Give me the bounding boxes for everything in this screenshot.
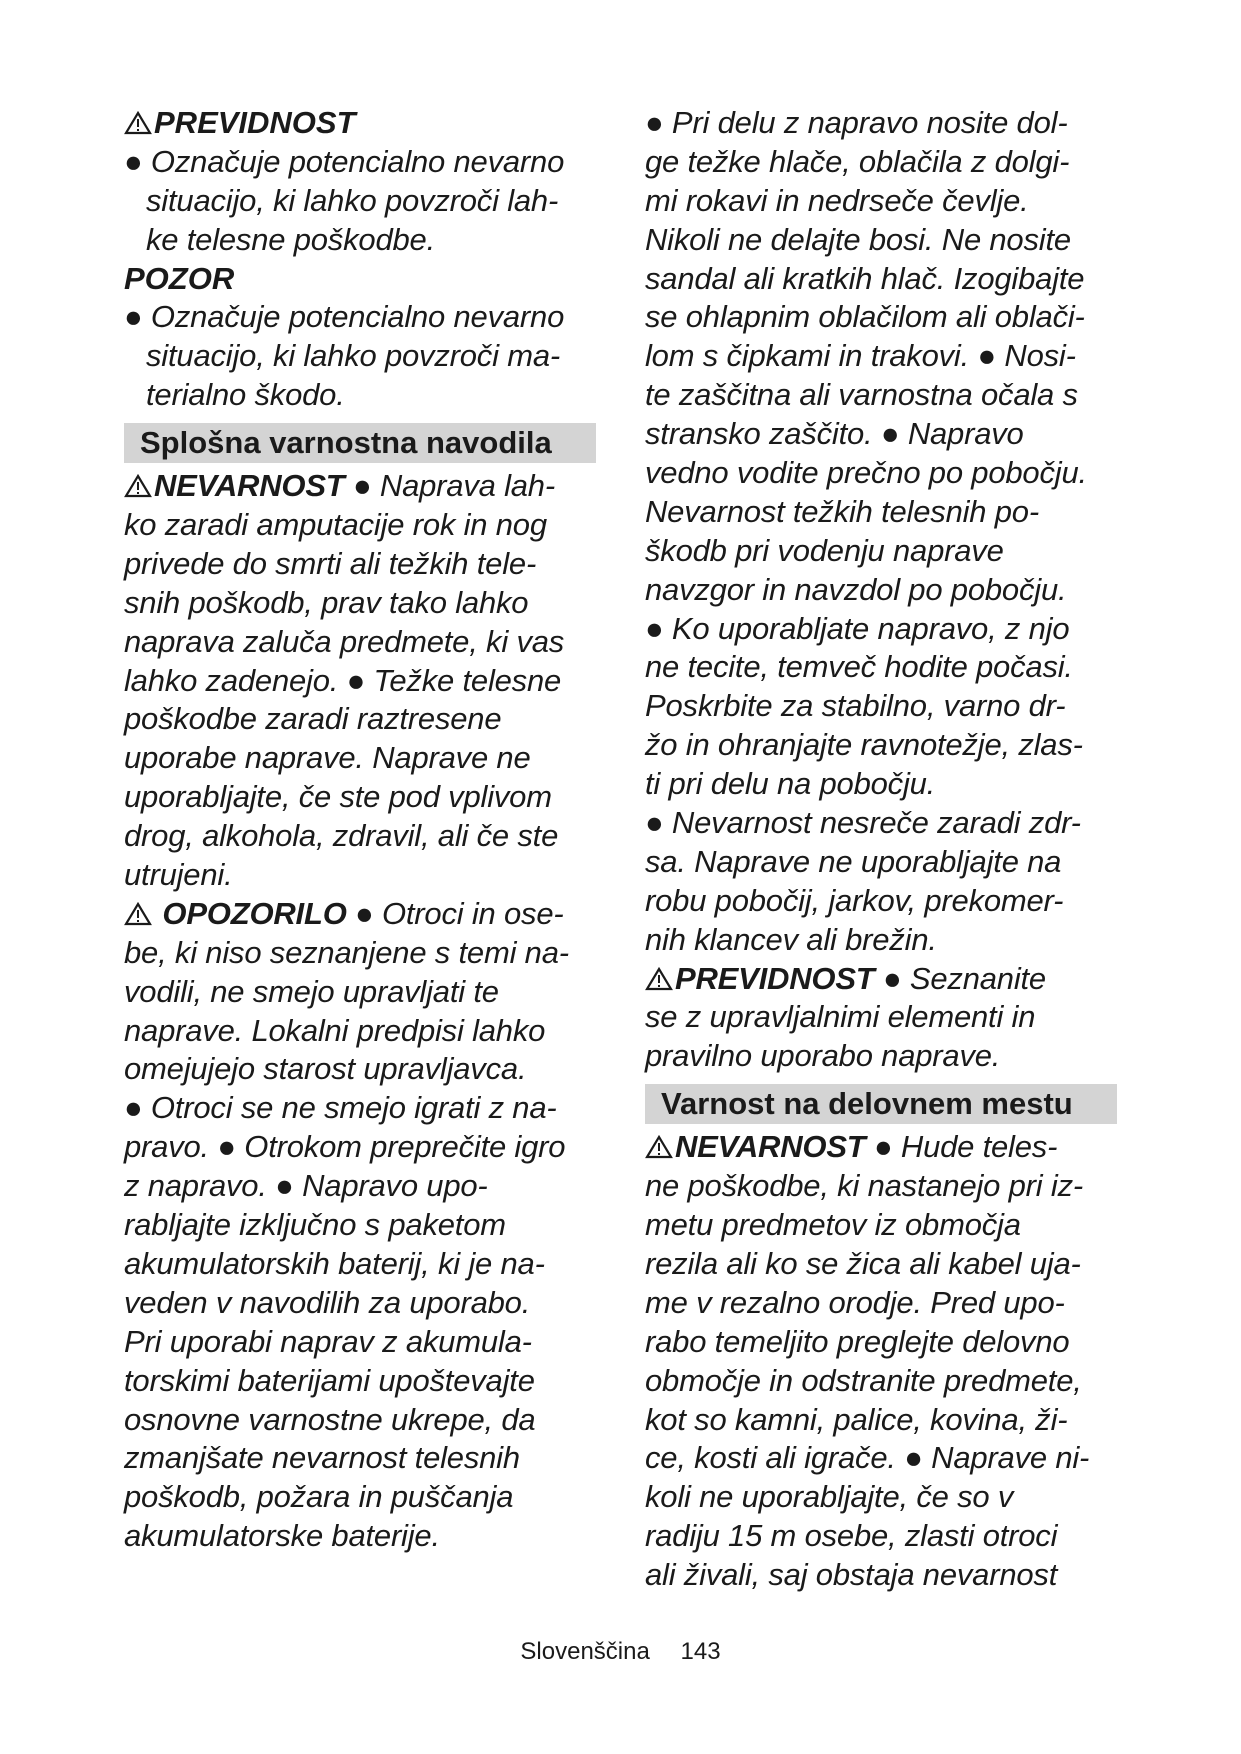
text-line: zmanjšate nevarnost telesnih	[124, 1440, 520, 1476]
text-line: te zaščitna ali varnostna očala s	[645, 377, 1078, 413]
text-line: torskimi baterijami upoštevajte	[124, 1362, 535, 1398]
text-line: be, ki niso seznanjene s temi na-	[124, 934, 569, 970]
text-line: privede do smrti ali težkih tele-	[124, 545, 537, 581]
text-line: ge težke hlače, oblačila z dolgi-	[645, 143, 1070, 179]
text-line: snih poškodb, prav tako lahko	[124, 584, 529, 620]
text-line: sandal ali kratkih hlač. Izogibajte	[645, 260, 1085, 296]
text-line: lom s čipkami in trakovi. ● Nosi-	[645, 338, 1076, 374]
text-line: mi rokavi in nedrseče čevlje.	[645, 182, 1029, 218]
text-line: akumulatorskih baterij, ki je na-	[124, 1245, 545, 1281]
text-line: vedno vodite prečno po pobočju.	[645, 455, 1087, 491]
text-line: žo in ohranjajte ravnotežje, zlas-	[645, 727, 1083, 763]
danger-label: NEVARNOST	[675, 1129, 866, 1165]
caution-line: ke telesne poškodbe.	[146, 221, 435, 257]
danger-label: NEVARNOST	[154, 468, 345, 504]
warning-paragraph-start: OPOZORILO ● Otroci in ose-	[124, 895, 604, 934]
notice-line: ● Označuje potencialno nevarno	[124, 299, 565, 335]
text-line: radiju 15 m osebe, zlasti otroci	[645, 1518, 1058, 1554]
text-line: metu predmetov iz območja	[645, 1207, 1021, 1243]
notice-line: situacijo, ki lahko povzroči ma-	[146, 338, 560, 374]
text-line: se ohlapnim oblačilom ali oblači-	[645, 299, 1085, 335]
warning-triangle-icon	[124, 111, 152, 135]
text-line: naprave. Lokalni predpisi lahko	[124, 1012, 546, 1048]
text-line: pravilno uporabo naprave.	[645, 1038, 1001, 1074]
danger-paragraph-start: NEVARNOST ● Naprava lah-	[124, 467, 604, 506]
text-line: ko zaradi amputacije rok in nog	[124, 507, 547, 543]
text-line: omejujejo starost upravljavca.	[124, 1051, 527, 1087]
text-line: akumulatorske baterije.	[124, 1518, 440, 1554]
text-line: Nikoli ne delajte bosi. Ne nosite	[645, 221, 1071, 257]
text-line: poškodbe zaradi raztresene	[124, 701, 502, 737]
page-number: 143	[680, 1638, 721, 1665]
text-line: ● Ko uporabljate napravo, z njo	[645, 610, 1070, 646]
text-line: naprava zaluča predmete, ki vas	[124, 623, 565, 659]
text-line: ne poškodbe, ki nastanejo pri iz-	[645, 1168, 1083, 1204]
warning-triangle-icon	[124, 474, 152, 498]
text-line: Poskrbite za stabilno, varno dr-	[645, 688, 1066, 724]
text-line: Pri uporabi naprav z akumula-	[124, 1323, 532, 1359]
text-line: sa. Naprave ne uporabljajte na	[645, 843, 1062, 879]
left-column	[124, 104, 604, 1556]
footer-language: Slovenščina	[520, 1638, 650, 1665]
warning-label: OPOZORILO	[162, 895, 347, 931]
caution-heading: PREVIDNOST	[124, 104, 604, 143]
text-line: rabljajte izključno s paketom	[124, 1207, 506, 1243]
caution-paragraph-start: PREVIDNOST ● Seznanite	[645, 960, 1130, 999]
danger-paragraph-start: NEVARNOST ● Hude teles-	[645, 1128, 1130, 1167]
text-line: ● Nevarnost nesreče zaradi zdr-	[645, 805, 1081, 841]
warning-triangle-icon	[645, 1135, 673, 1159]
text-line: rezila ali ko se žica ali kabel uja-	[645, 1245, 1081, 1281]
text-line: ali živali, saj obstaja nevarnost	[645, 1557, 1058, 1593]
notice-heading: POZOR	[124, 260, 235, 296]
text-line: ce, kosti ali igrače. ● Naprave ni-	[645, 1440, 1090, 1476]
text-line: poškodb, požara in puščanja	[124, 1479, 514, 1515]
text-line: navzgor in navzdol po pobočju.	[645, 571, 1067, 607]
text-line: drog, alkohola, zdravil, ali če ste	[124, 818, 559, 854]
text-line: pravo. ● Otrokom preprečite igro	[124, 1129, 566, 1165]
text-line: osnovne varnostne ukrepe, da	[124, 1401, 536, 1437]
text-line: se z upravljalnimi elementi in	[645, 999, 1036, 1035]
warning-triangle-icon	[645, 967, 673, 991]
text-line: Nevarnost težkih telesnih po-	[645, 493, 1039, 529]
text-line: območje in odstranite predmete,	[645, 1362, 1082, 1398]
text-line: ne tecite, temveč hodite počasi.	[645, 649, 1073, 685]
text-line: ti pri delu na pobočju.	[645, 766, 936, 802]
text-line: nih klancev ali brežin.	[645, 921, 937, 957]
caution-line: ● Označuje potencialno nevarno	[124, 143, 565, 179]
warning-triangle-icon	[124, 902, 152, 926]
text-line: koli ne uporabljajte, če so v	[645, 1479, 1014, 1515]
text-line: me v rezalno orodje. Pred upo-	[645, 1284, 1065, 1320]
text-line: rabo temeljito preglejte delovno	[645, 1323, 1070, 1359]
text-line: uporabljajte, če ste pod vplivom	[124, 779, 552, 815]
right-column	[645, 104, 1130, 1595]
text-line: lahko zadenejo. ● Težke telesne	[124, 662, 562, 698]
text-line: z napravo. ● Napravo upo-	[124, 1168, 488, 1204]
notice-line: terialno škodo.	[146, 377, 345, 413]
text-line: ● Pri delu z napravo nosite dol-	[645, 105, 1068, 140]
caution-line: situacijo, ki lahko povzroči lah-	[146, 182, 559, 218]
text-line: utrujeni.	[124, 857, 233, 893]
text-line: robu pobočij, jarkov, prekomer-	[645, 882, 1064, 918]
text-line: ● Otroci se ne smejo igrati z na-	[124, 1090, 557, 1126]
text-line: stransko zaščito. ● Napravo	[645, 416, 1024, 452]
section-heading-workplace-safety: Varnost na delovnem mestu	[645, 1084, 1117, 1124]
text-line: škodb pri vodenju naprave	[645, 532, 1004, 568]
page-footer	[0, 1638, 1241, 1666]
text-line: uporabe naprave. Naprave ne	[124, 740, 531, 776]
caution-label: PREVIDNOST	[675, 960, 875, 996]
text-line: veden v navodilih za uporabo.	[124, 1284, 531, 1320]
section-heading-general-safety: Splošna varnostna navodila	[124, 423, 596, 463]
text-line: kot so kamni, palice, kovina, ži-	[645, 1401, 1068, 1437]
text-line: vodili, ne smejo upravljati te	[124, 973, 499, 1009]
